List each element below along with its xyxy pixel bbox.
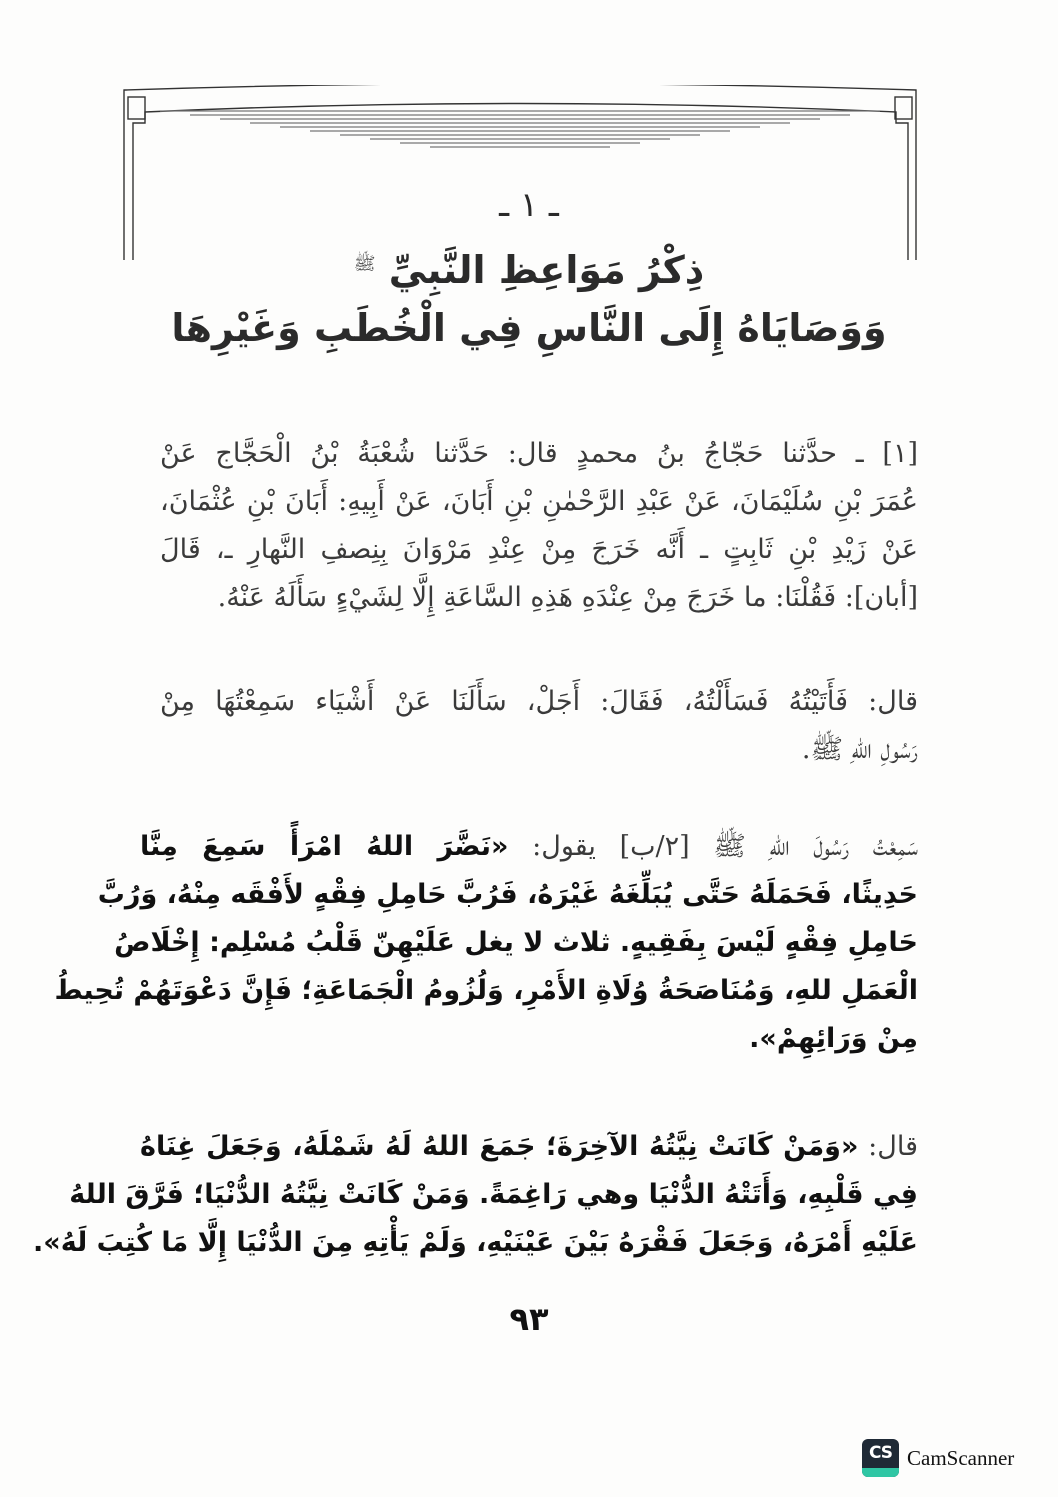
chapter-title-line2: وَوَصَايَاهُ إِلَى النَّاسِ فِي الْخُطَبِ وَغَيْرِهَا: [171, 306, 887, 350]
hadith-text-line: مِنْ وَرَائِهِمْ».: [749, 1023, 918, 1054]
text-line: عُمَرَ بْنِ سُلَيْمَانَ، عَنْ عَبْدِ الرَّحْمٰنِ بْنِ أَبَانَ، عَنْ أَبِيهِ: أَبَانَ بْنِ عُثْمَانَ،: [160, 486, 918, 517]
hadith-text: «وَمَنْ كَانَتْ نِيَّتُهُ الآخِرَةَ؛ جَمَعَ اللهُ لَهُ شَمْلَهُ، وَجَعَلَ غِنَاهُ: [140, 1131, 859, 1162]
frame-ornament: [120, 85, 920, 260]
hadith-text-line: حَدِيثًا، فَحَمَلَهُ حَتَّى يُبَلِّغَهُ غَيْرَهُ، فَرُبَّ حَامِلِ فِقْهٍ لأَفْقَه مِنْهُ، وَرُبَّ: [97, 879, 918, 910]
paragraph-isnad: [160, 430, 918, 622]
camscanner-logo-icon: [862, 1439, 899, 1477]
text-line: عَنْ زَيْدِ بْنِ ثَابِتٍ ـ أَنَّه خَرَجَ مِنْ عِنْدِ مَرْوَانَ بِنِصفِ النَّهارِ ـ، قَالَ: [160, 534, 918, 565]
text-line: [140, 823, 918, 871]
chapter-title-text: ذِكْرُ مَوَاعِظِ النَّبِيِّ: [388, 248, 705, 292]
narration-intro: سَمِعْتُ رَسُولَ اللهِ ﷺ [٢/ب] يقول:: [508, 831, 918, 862]
logo-text: CS: [868, 1443, 893, 1463]
chapter-title-line1: [150, 248, 908, 292]
chapter-number: ـ ١ ـ: [499, 185, 559, 225]
hadith-text-line: الْعَمَلِ للهِ، وَمُنَاصَحَةُ وُلَاةِ الأَمْرِ، وَلُزُومُ الْجَمَاعَةِ؛ فَإِنَّ دَعْوَتَهُمْ تُحِيطُ: [54, 975, 918, 1006]
paragraph-hadith-2: [33, 1123, 918, 1267]
hadith-text-line: حَامِلِ فِقْهٍ لَيْسَ بِفَقِيهٍ. ثلاث لا يغل عَلَيْهِنّ قَلْبُ مُسْلِم: إِخْلَاصُ: [114, 927, 918, 958]
paragraph-question: [160, 678, 918, 774]
logo-accent-bar: [862, 1468, 899, 1477]
text-line: [١] ـ حدَّثنا حَجّاجُ بنُ محمدٍ قال: حَدَّثنا شُعْبَةُ بْنُ الْحَجَّاج عَنْ: [160, 438, 918, 469]
brand-name: CamScanner: [907, 1445, 1015, 1470]
text-line: [أبان]: فَقُلْنَا: ما خَرَجَ مِنْ عِنْدَهِ هَذِهِ السَّاعَةِ إِلَّا لِشَيْءٍ سَأَلَهُ عَنْهُ.: [217, 582, 918, 613]
paragraph-hadith-1: [54, 823, 918, 1063]
hadith-text-line: عَلَيْهِ أَمْرَهُ، وَجَعَلَ فَقْرَهُ بَيْنَ عَيْنَيْهِ، وَلَمْ يَأْتِهِ مِنَ الدُّنْيَا إِلَّا مَا كُتِبَ لَهُ».: [33, 1227, 918, 1258]
text-line: [140, 1123, 918, 1171]
hadith-text: «نَضَّرَ اللهُ امْرَأً سَمِعَ مِنَّا: [140, 831, 509, 862]
text-line: قال: فَأَتَيْتُهُ فَسَأَلْتُهُ، فَقَالَ: أَجَلْ، سَأَلَنَا عَنْ أَشْيَاء سَمِعْتُهَا مِنْ: [160, 686, 918, 717]
text-line: رَسُولِ اللهِ ﷺ.: [801, 734, 918, 765]
camscanner-watermark: [862, 1439, 1014, 1477]
narration-intro: قال:: [858, 1131, 918, 1162]
honorific-icon: ﷺ: [353, 253, 376, 275]
hadith-text-line: فِي قَلْبِهِ، وَأَتَتْهُ الدُّنْيَا وهي رَاغِمَةً. وَمَنْ كَانَتْ نِيَّتُهُ الدُّنْيَا؛ فَرَّقَ اللهُ: [69, 1179, 918, 1210]
page-number: ٩٣: [509, 1300, 549, 1338]
ornamental-header-frame: [120, 85, 920, 260]
